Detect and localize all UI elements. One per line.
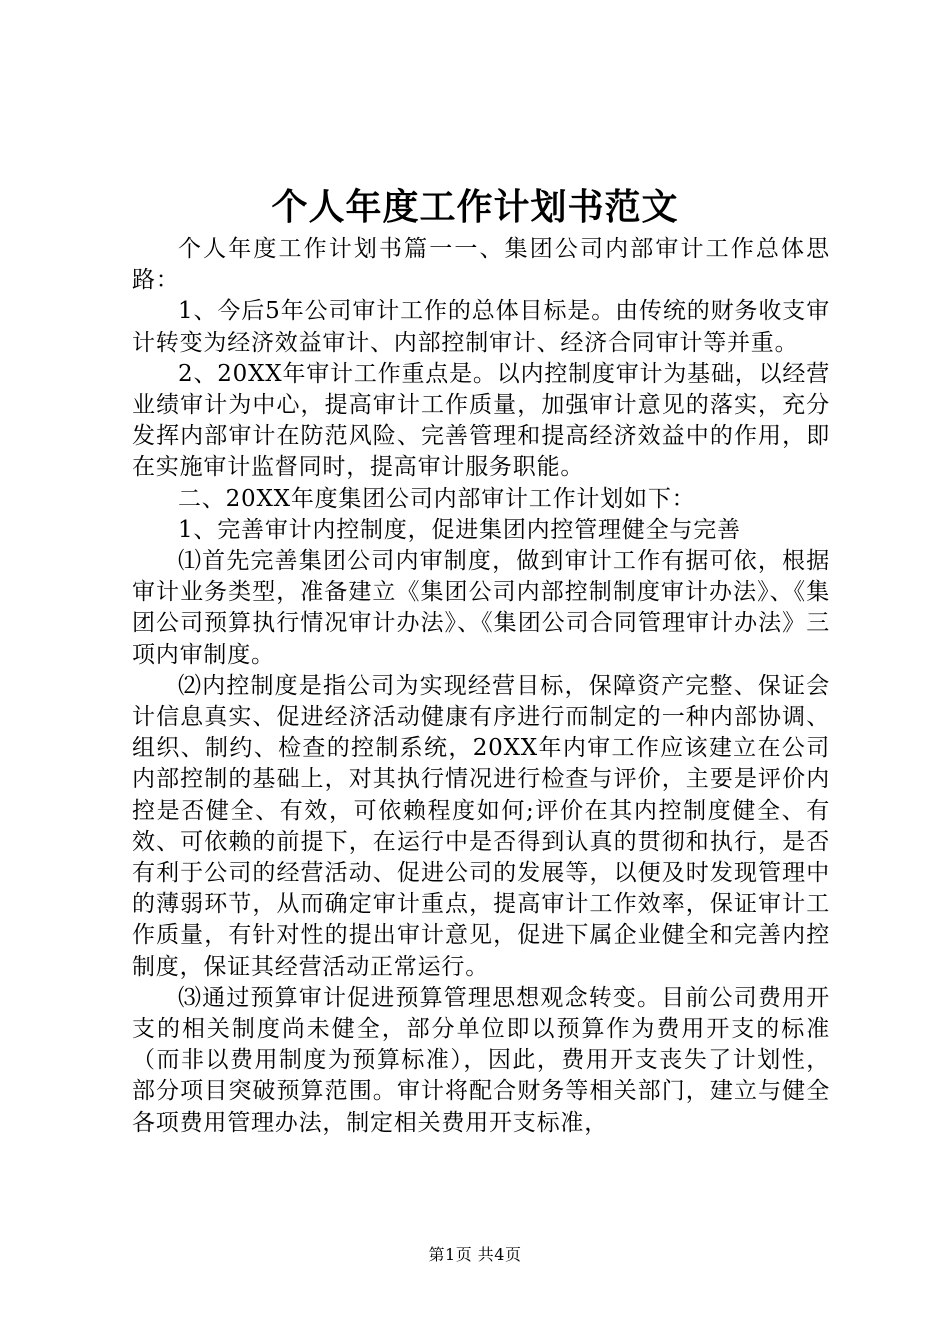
page-footer: 第1页 共4页 bbox=[428, 1245, 522, 1264]
paragraph-goal: 1、今后5年公司审计工作的总体目标是。由传统的财务收支审计转变为经济效益审计、内部控制审计、经济合同审计等并重。 bbox=[132, 298, 830, 356]
document-body bbox=[132, 234, 830, 1139]
paragraph-sub-1: ⑴首先完善集团公司内审制度，做到审计工作有据可依，根据审计业务类型，准备建立《集团公司内部控制制度审计办法》、《集团公司预算执行情况审计办法》、《集团公司合同管理审计办法》三项内审制度。 bbox=[132, 548, 830, 668]
paragraph-item-1: 1、完善审计内控制度，促进集团内控管理健全与完善 bbox=[178, 516, 741, 543]
paragraph-intro: 个人年度工作计划书篇一一、集团公司内部审计工作总体思路： bbox=[132, 236, 830, 294]
paragraph-plan-heading: 二、20XX年度集团公司内部审计工作计划如下： bbox=[178, 485, 696, 512]
paragraph-sub-3: ⑶通过预算审计促进预算管理思想观念转变。目前公司费用开支的相关制度尚未健全，部分单位即以预算作为费用开支的标准（而非以费用制度为预算标准），因此，费用开支丧失了计划性，部分项目突破预算范围。审计将配合财务等相关部门，建立与健全各项费用管理办法，制定相关费用开支标准， bbox=[132, 984, 830, 1136]
paragraph-sub-2: ⑵内控制度是指公司为实现经营目标，保障资产完整、保证会计信息真实、促进经济活动健康有序进行而制定的一种内部协调、组织、制约、检查的控制系统，20XX年内审工作应该建立在公司内部控制的基础上，对其执行情况进行检查与评价，主要是评价内控是否健全、有效，可依赖程度如何;评价在其内控制度健全、有效、可依赖的前提下，在运行中是否得到认真的贯彻和执行，是否有利于公司的经营活动、促进公司的发展等，以便及时发现管理中的薄弱环节，从而确定审计重点，提高审计工作效率，保证审计工作质量，有针对性的提出审计意见，促进下属企业健全和完善内控制度，保证其经营活动正常运行。 bbox=[132, 672, 830, 980]
paragraph-focus: 2、20XX年审计工作重点是。以内控制度审计为基础，以经营业绩审计为中心，提高审计工作质量，加强审计意见的落实，充分发挥内部审计在防范风险、完善管理和提高经济效益中的作用，即在实施审计监督同时，提高审计服务职能。 bbox=[132, 360, 830, 481]
document-title: 个人年度工作计划书范文 bbox=[271, 186, 679, 228]
